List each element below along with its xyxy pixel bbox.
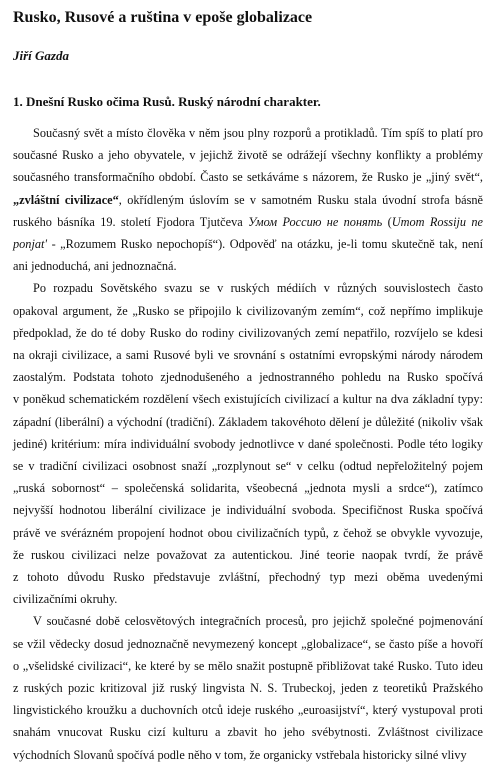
paragraph bbox=[13, 277, 483, 610]
text-line bbox=[13, 455, 483, 477]
paragraph bbox=[13, 122, 483, 277]
text-segment: Současný svět a místo člověka v něm jsou plny rozporů a protikladů. Tím spíš to platí pro bbox=[33, 126, 483, 140]
text-line bbox=[13, 744, 483, 766]
text-segment: že ruskou civilizaci nelze považovat za autentickou. Jiné teorie naopak tvrdí, že právě bbox=[13, 547, 483, 562]
text-line bbox=[13, 189, 483, 211]
text-segment: civilizačními okruhy. bbox=[13, 592, 118, 607]
text-segment: o „všelidské civilizaci“, ke které by se mělo snažit postupně přibližovat také Rusko. Tuto ideu bbox=[13, 658, 483, 673]
text-line bbox=[13, 588, 483, 610]
text-segment: zaostalým. Podstata tohoto zjednodušeného a jednostranného pohledu na Rusko spočívá bbox=[13, 370, 483, 385]
section-heading: 1. Dnešní Rusko očima Rusů. Ruský národní charakter. bbox=[13, 94, 321, 109]
text-segment: nejvyšší hodnotou liberální civilizace je individuální svoboda. Specifičnost Ruska spočívá bbox=[13, 503, 483, 518]
text-line bbox=[13, 477, 483, 499]
text-line bbox=[13, 211, 483, 233]
text-line bbox=[13, 166, 483, 188]
text-segment: jediné) kritérium: míra individuální svobody jednotlivce v dané společnosti. Podle této logiky bbox=[13, 436, 483, 451]
text-segment: na okraji civilizace, a sami Rusové byli ve srovnání s ostatními evropskými národy národem bbox=[13, 348, 483, 363]
text-segment: - „Rozumem Rusko nepochopíš“). Odpověď na otázku, je-li tomu skutečně tak, není bbox=[47, 237, 483, 252]
text-segment: z ruských pozic kritizoval již ruský lingvista N. S. Trubeckoj, jeden z teoretiků Pražského bbox=[13, 681, 483, 696]
italic-text: Умом Россию не понять bbox=[248, 214, 383, 229]
text-line bbox=[13, 388, 483, 410]
text-line bbox=[13, 655, 483, 677]
text-segment: Po rozpadu Sovětského svazu se v ruských médiích v různých souvislostech často bbox=[33, 281, 483, 296]
paragraph bbox=[13, 610, 483, 765]
text-segment: z tohoto důvodu Rusko představuje zvláštní, přechodný typ mezi oběma uvedenými bbox=[13, 570, 483, 585]
text-segment: ( bbox=[382, 214, 392, 229]
body-text bbox=[13, 122, 483, 766]
text-line bbox=[13, 566, 483, 588]
text-segment: ruského básníka 19. století Fjodora Tjutčeva bbox=[13, 214, 249, 229]
text-segment: východních Slovanů spočívá podle něho v tom, že organicky vstřebala historicky silné vlivy bbox=[13, 747, 467, 762]
bold-text: „zvláštní civilizace“ bbox=[13, 192, 119, 207]
text-line bbox=[13, 233, 483, 255]
document-page bbox=[13, 8, 483, 766]
text-line bbox=[13, 633, 483, 655]
text-segment: současné Rusko a jeho obyvatele, v jejichž životě se odrážejí všechny konflikty a problémy bbox=[13, 148, 483, 163]
text-line bbox=[13, 144, 483, 166]
italic-text: ponjat' bbox=[13, 237, 48, 252]
text-line bbox=[13, 122, 483, 144]
text-segment: se v tradiční civilizaci osobnost snaží „rozplynout se“ v celku (odtud nepřeložitelný pojem bbox=[13, 459, 483, 474]
text-line bbox=[13, 322, 483, 344]
text-segment: právě ve svérázném propojení hodnot obou civilizačních typů, z čehož se obvykle vyvozuje, bbox=[13, 525, 483, 540]
text-segment: současného transformačního období. Často se setkáváme s názorem, že Rusko je „jiný svět“, bbox=[13, 170, 483, 185]
text-segment: ani jednoduchá, ani jednoznačná. bbox=[13, 259, 177, 274]
text-line bbox=[13, 721, 483, 743]
text-segment: snahám vnucovat Rusku cizí kulturu a zbavit ho jeho svébytnosti. Zvláštnost civilizace bbox=[13, 725, 483, 740]
author-name: Jiří Gazda bbox=[13, 48, 69, 63]
text-line bbox=[13, 699, 483, 721]
text-segment: „ruská sobornost“ – společenská solidarita, všeobecná „jednota mysli a srdce“), zatímco bbox=[13, 481, 483, 496]
text-line bbox=[13, 277, 483, 299]
text-segment: v poněkud schematickém rozdělení všech existujících civilizací a kultur na dva základní typy: bbox=[13, 392, 483, 407]
text-line bbox=[13, 255, 483, 277]
text-segment: opakoval argument, že „Rusko se připojilo k civilizovaným zemím“, což nepřímo implikuje bbox=[13, 303, 483, 318]
text-line bbox=[13, 544, 483, 566]
document-title: Rusko, Rusové a ruština v epoše globalizace bbox=[13, 9, 313, 26]
text-line bbox=[13, 300, 483, 322]
text-segment: předpoklad, že do té doby Rusko do rodiny civilizovaných zemí nepatřilo, rozvíjelo se kdesi bbox=[13, 325, 483, 340]
text-line bbox=[13, 499, 483, 521]
text-line bbox=[13, 433, 483, 455]
text-segment: lingvistického kroužku a duchovních otců ideje ruského „euroasijství“, který vystupoval proti bbox=[13, 703, 483, 718]
text-line bbox=[13, 366, 483, 388]
text-line bbox=[13, 344, 483, 366]
italic-text: Umom Rossiju ne bbox=[391, 214, 484, 229]
text-segment: V současné době celosvětových integračních procesů, pro jejichž společné pojmenování bbox=[33, 614, 483, 629]
text-segment: se vžil vědecky dosud jednoznačně nevymezený koncept „globalizace“, se často píše a hovoří bbox=[13, 636, 483, 651]
text-line bbox=[13, 610, 483, 632]
text-segment: , okřídleným úslovím se v samotném Rusku stala úvodní strofa básně bbox=[118, 192, 483, 207]
text-line bbox=[13, 522, 483, 544]
text-line bbox=[13, 677, 483, 699]
text-segment: západní (liberální) a východní (tradiční). Základem takovéhoto dělení je důležité (nikoliv však bbox=[13, 414, 483, 429]
text-line bbox=[13, 411, 483, 433]
